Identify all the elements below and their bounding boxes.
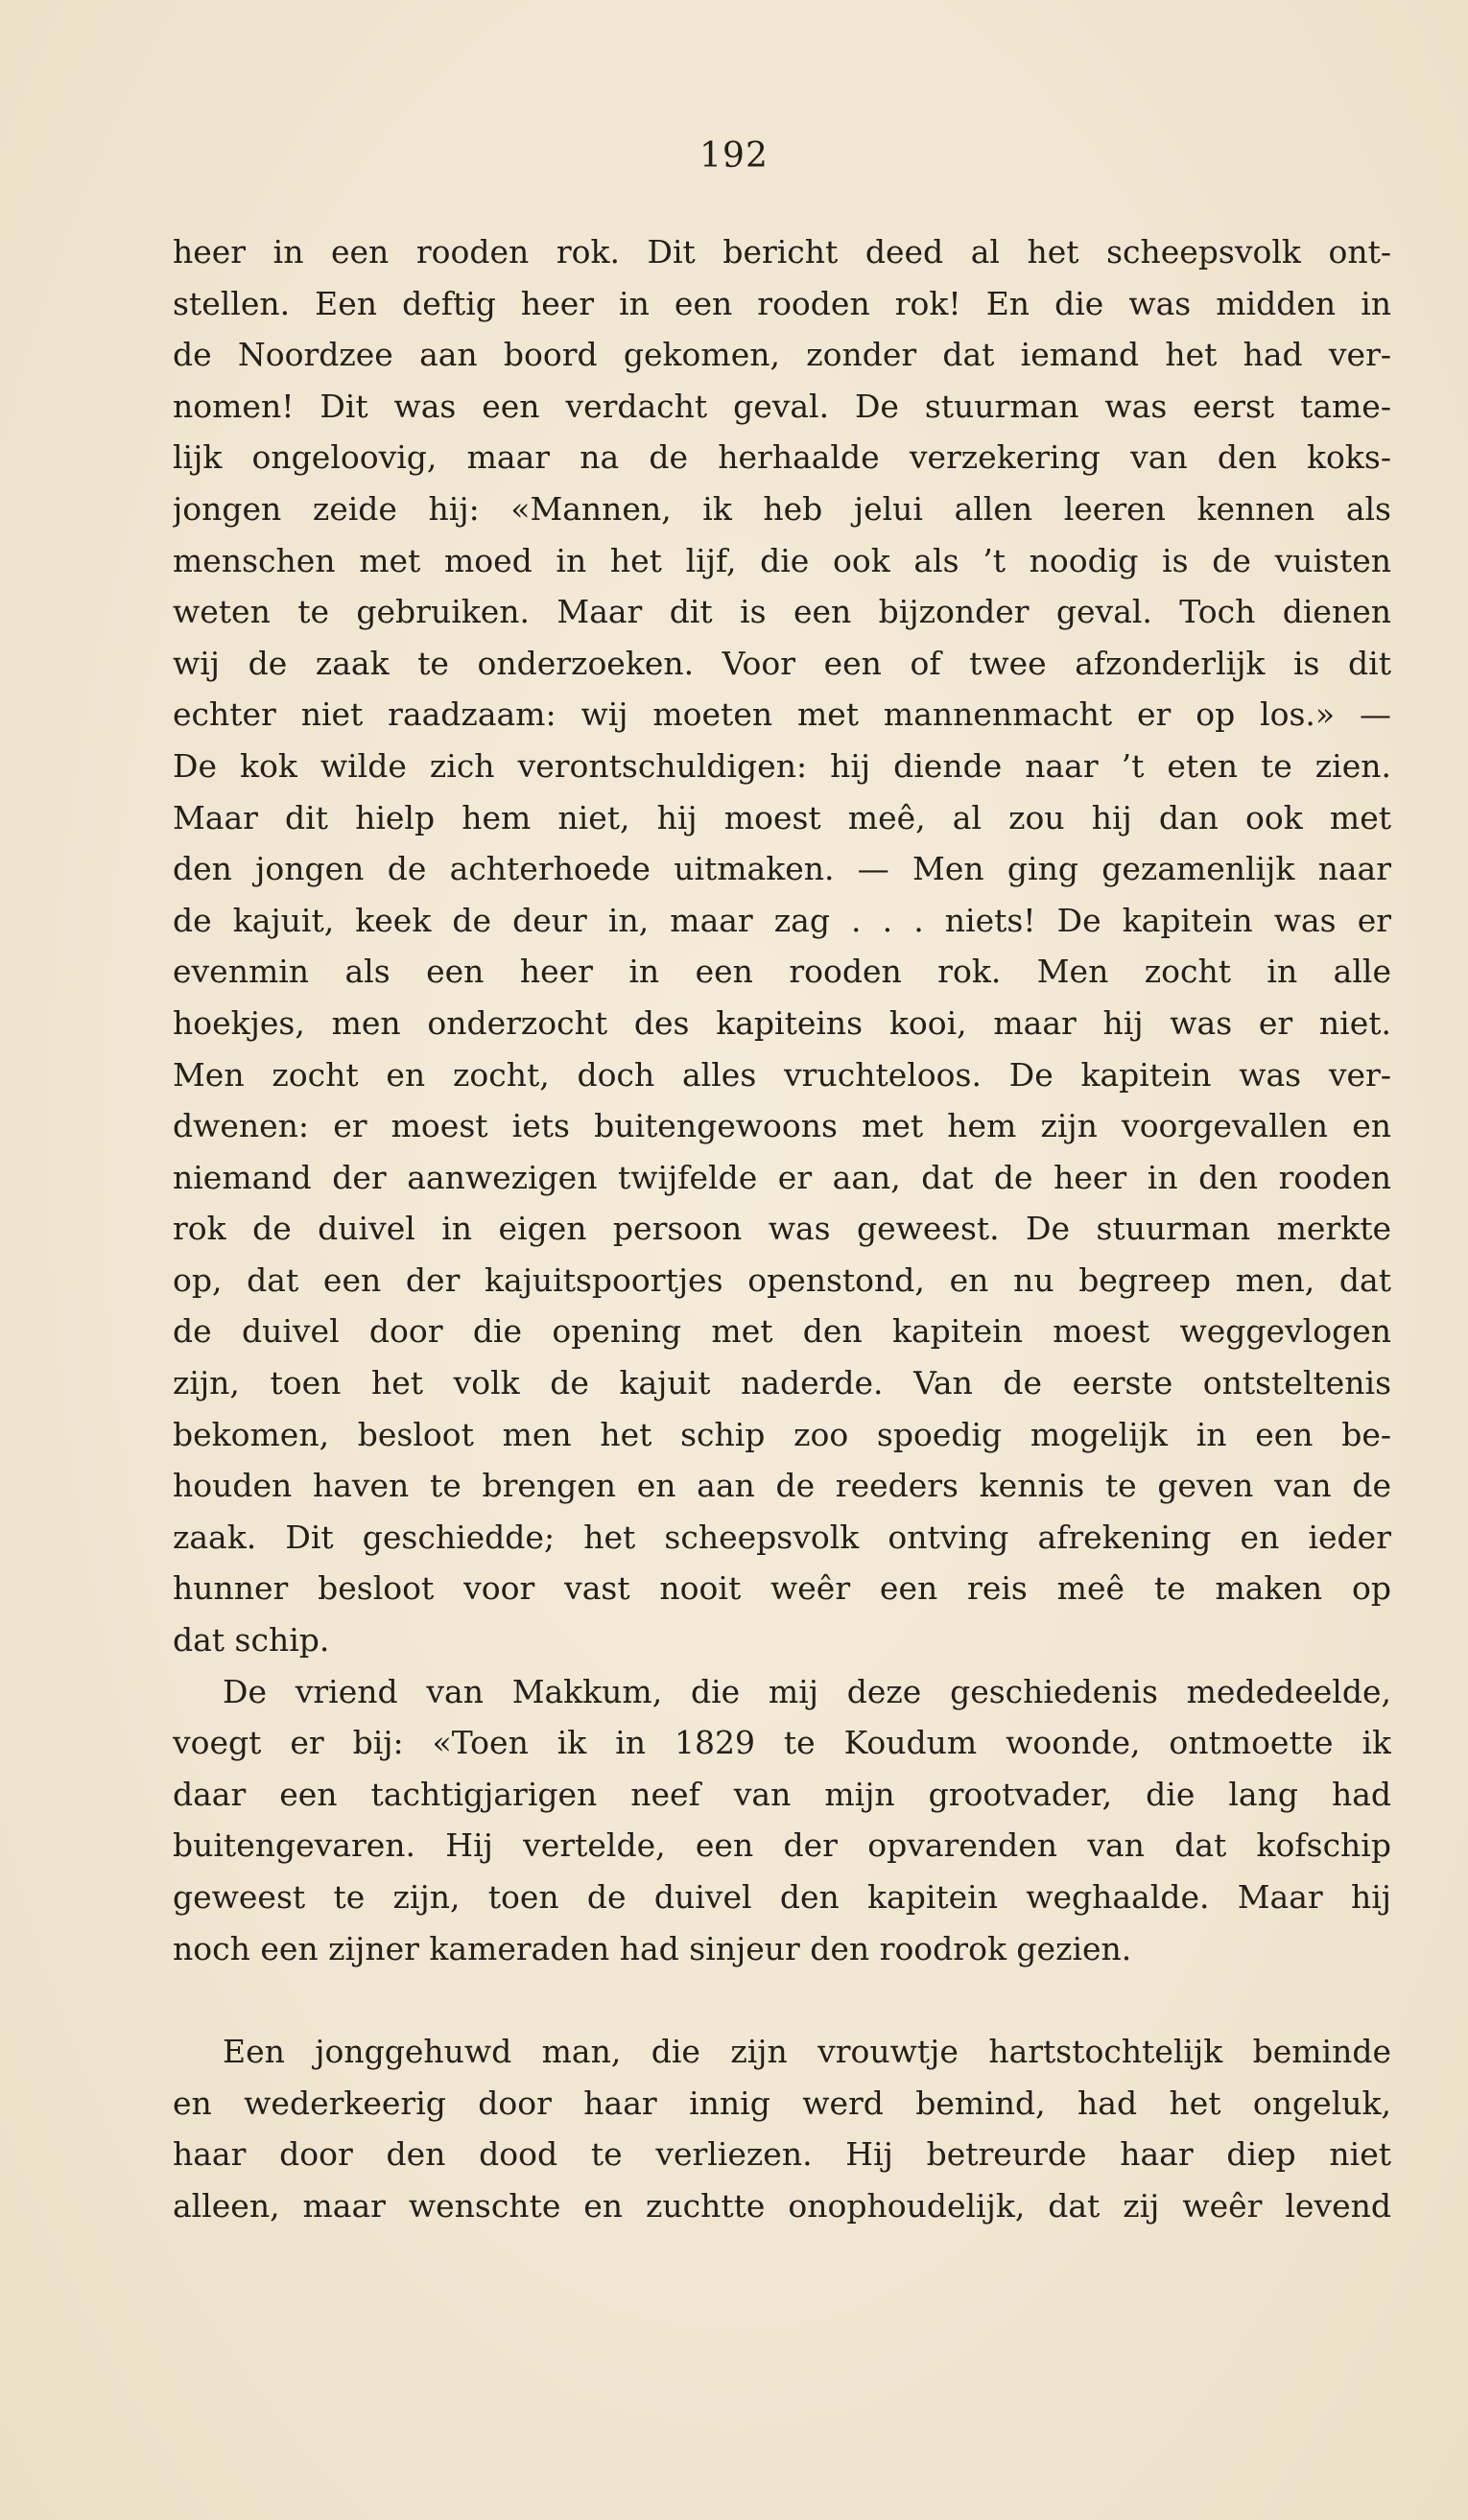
text-line: evenmin als een heer in een rooden rok. Men zocht in alle: [173, 953, 1391, 991]
text-line: De vriend van Makkum, die mij deze geschiedenis mededeelde,: [223, 1672, 1391, 1710]
text-line: hunner besloot voor vast nooit weêr een reis meê te maken op: [173, 1569, 1391, 1608]
text-line: zaak. Dit geschiedde; het scheepsvolk ontving afrekening en ieder: [173, 1518, 1391, 1556]
text-line: lijk ongeloovig, maar na de herhaalde verzekering van den koks-: [173, 438, 1391, 477]
text-line: de Noordzee aan boord gekomen, zonder dat iemand het had ver-: [173, 336, 1391, 374]
text-line: zijn, toen het volk de kajuit naderde. Van de eerste ontsteltenis: [173, 1364, 1391, 1402]
text-line: geweest te zijn, toen de duivel den kapitein weghaalde. Maar hij: [173, 1878, 1391, 1916]
text-line: haar door den dood te verliezen. Hij betreurde haar diep niet: [173, 2135, 1391, 2174]
text-line: nomen! Dit was een verdacht geval. De stuurman was eerst tame-: [173, 387, 1391, 425]
text-line: noch een zijner kameraden had sinjeur den roodrok gezien.: [173, 1929, 1132, 1967]
text-line: niemand der aanwezigen twijfelde er aan, dat de heer in den rooden: [173, 1158, 1391, 1196]
text-line: Men zocht en zocht, doch alles vruchteloos. De kapitein was ver-: [173, 1055, 1391, 1094]
text-line: De kok wilde zich verontschuldigen: hij diende naar ’t eten te zien.: [173, 746, 1391, 785]
text-line: houden haven te brengen en aan de reeders kennis te geven van de: [173, 1467, 1391, 1505]
body-text: [173, 226, 1391, 2232]
text-line: de kajuit, keek de deur in, maar zag . . . niets! De kapitein was er: [173, 901, 1391, 939]
text-line: de duivel door die opening met den kapitein moest weggevlogen: [173, 1312, 1391, 1351]
text-line: dat schip.: [173, 1621, 330, 1660]
text-line: wij de zaak te onderzoeken. Voor een of twee afzonderlijk is dit: [173, 644, 1391, 682]
paragraph-3: [173, 2026, 1391, 2231]
text-line: weten te gebruiken. Maar dit is een bijzonder geval. Toch dienen: [173, 593, 1391, 631]
text-line: en wederkeerig door haar innig werd bemind, had het ongeluk,: [173, 2084, 1391, 2122]
text-line: op, dat een der kajuitspoortjes openstond, en nu begreep men, dat: [173, 1260, 1391, 1299]
text-line: hoekjes, men onderzocht des kapiteins kooi, maar hij was er niet.: [173, 1003, 1391, 1042]
text-line: Maar dit hielp hem niet, hij moest meê, al zou hij dan ook met: [173, 798, 1391, 836]
text-line: jongen zeide hij: «Mannen, ik heb jelui allen leeren kennen als: [173, 489, 1391, 528]
text-line: bekomen, besloot men het schip zoo spoedig mogelijk in een be-: [173, 1415, 1391, 1453]
text-line: daar een tachtigjarigen neef van mijn grootvader, die lang had: [173, 1775, 1391, 1813]
text-line: Een jonggehuwd man, die zijn vrouwtje hartstochtelijk beminde: [223, 2033, 1391, 2071]
text-line: den jongen de achterhoede uitmaken. — Men ging gezamenlijk naar: [173, 850, 1391, 888]
text-line: rok de duivel in eigen persoon was geweest. De stuurman merkte: [173, 1210, 1391, 1248]
text-line: voegt er bij: «Toen ik in 1829 te Koudum woonde, ontmoette ik: [173, 1724, 1391, 1762]
text-line: heer in een rooden rok. Dit bericht deed al het scheepsvolk ont-: [173, 233, 1391, 271]
text-line: menschen met moed in het lijf, die ook als ’t noodig is de vuisten: [173, 541, 1391, 579]
page-number: 192: [699, 136, 769, 176]
text-line: buitengevaren. Hij vertelde, een der opvarenden van dat kofschip: [173, 1826, 1391, 1865]
paragraph-break: [173, 1974, 1391, 2026]
paragraph-1: [173, 226, 1391, 1666]
text-line: stellen. Een deftig heer in een rooden rok! En die was midden in: [173, 284, 1391, 322]
paragraph-2: [173, 1666, 1391, 1975]
text-line: dwenen: er moest iets buitengewoons met hem zijn voorgevallen en: [173, 1107, 1391, 1145]
text-line: echter niet raadzaam: wij moeten met mannenmacht er op los.» —: [173, 695, 1391, 734]
text-line: alleen, maar wenschte en zuchtte onophoudelijk, dat zij weêr levend: [173, 2186, 1391, 2225]
